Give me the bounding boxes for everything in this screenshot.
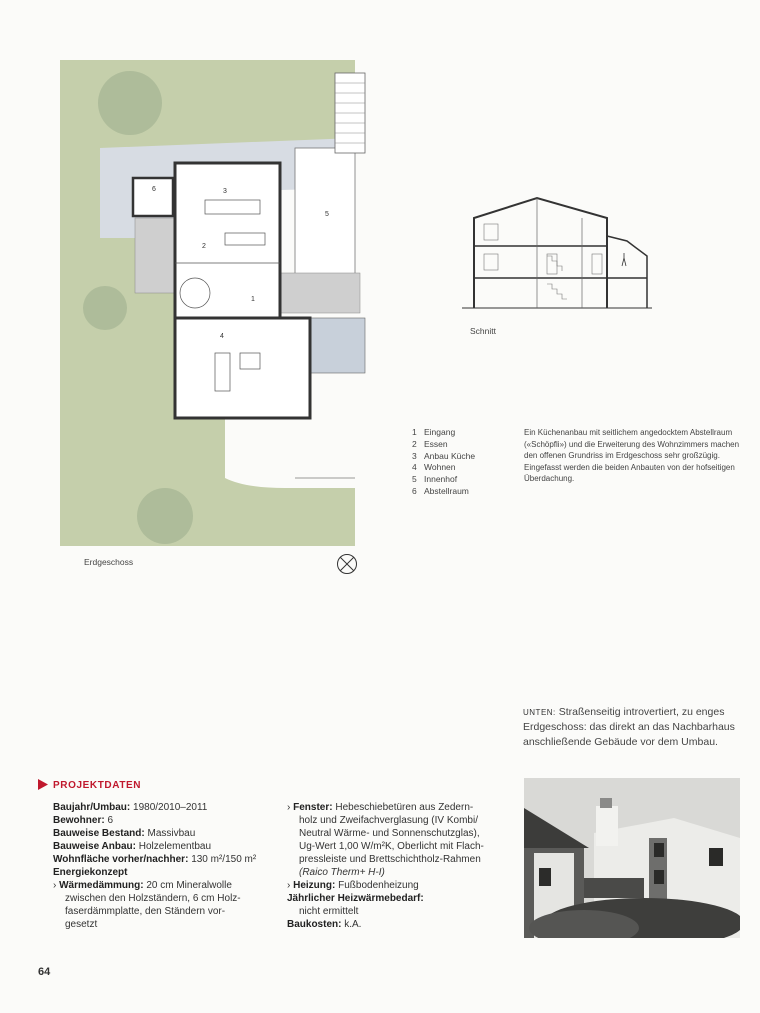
fenster-line: holz und Zweifachverglasung (IV Kombi/ xyxy=(299,815,478,826)
lawn-curve xyxy=(225,418,355,546)
deck-right xyxy=(280,273,360,313)
north-arrow-icon xyxy=(336,553,358,575)
legend-item: 1 Eingang xyxy=(412,427,456,437)
plan-caption: Ein Küchenanbau mit seitlichem angedocktem Abstellraum («Schöpfli») und die Erweiterung des Wohnzimmers machen den offenen Grundriss im Erdgeschoss sehr großzügig. Eingefasst werden die beiden Anbauten von der hofseitigen Überdachung. xyxy=(524,428,740,484)
legend-item: 2 Essen xyxy=(412,438,448,449)
waerme-row: › Wärmedämmung: 20 cm Mineralwolle xyxy=(53,880,232,891)
deck-left xyxy=(135,218,175,293)
room-number: 4 xyxy=(220,333,224,340)
room-number: 2 xyxy=(202,243,206,250)
baujahr-row: Baujahr/Umbau: 1980/2010–2011 xyxy=(53,802,208,813)
projektdaten-left-column xyxy=(53,801,283,931)
house-photo xyxy=(524,778,740,938)
fenster-line: Ug-Wert 1,00 W/m²K, Oberlicht mit Flach- xyxy=(299,841,484,852)
room-number: 3 xyxy=(223,188,227,195)
legend-item: 3 Anbau Küche xyxy=(412,450,476,461)
house-living xyxy=(175,318,310,418)
bewohner-row: Bewohner: 6 xyxy=(53,815,114,826)
fenster-line: Neutral Wärme- und Sonnenschutzglas), xyxy=(299,828,480,839)
room-number: 5 xyxy=(325,211,329,218)
page-number: 64 xyxy=(38,966,51,978)
triangle-marker-icon xyxy=(38,779,48,790)
deck-porch xyxy=(310,318,365,373)
floor-plan xyxy=(55,48,375,546)
tree xyxy=(83,286,127,330)
photo-caption xyxy=(523,705,745,750)
heizung-row: › Heizung: Fußbodenheizung xyxy=(287,880,419,891)
photo-caption-text: Straßenseitig introvertiert, zu enges Erdgeschoss: das direkt an das Nachbarhaus anschließende Gebäude vor dem Umbau. xyxy=(523,706,735,748)
room-number: 6 xyxy=(152,186,156,193)
heizwaerme-row: Jährlicher Heizwärmebedarf: xyxy=(287,893,424,904)
section-title: Schnitt xyxy=(470,326,496,336)
section-drawing xyxy=(462,196,662,318)
projektdaten-heading: PROJEKTDATEN xyxy=(53,780,142,791)
legend-item: 4 Wohnen xyxy=(412,462,456,473)
bestand-row: Bauweise Bestand: Massivbau xyxy=(53,828,196,839)
photo-caption-label: UNTEN: xyxy=(523,708,556,717)
heizwaerme-value: nicht ermittelt xyxy=(299,906,359,917)
energie-row: Energiekonzept xyxy=(53,867,128,878)
storage-room xyxy=(133,178,173,216)
fenster-line: (Raico Therm+ H-I) xyxy=(299,867,385,878)
waerme-line: zwischen den Holzständern, 6 cm Holz- xyxy=(65,893,241,904)
legend-item: 5 Innenhof xyxy=(412,474,458,485)
tree xyxy=(98,71,162,135)
tree xyxy=(137,488,193,544)
fenster-row: › Fenster: Hebeschiebetüren aus Zedern- xyxy=(287,802,474,813)
baukosten-row: Baukosten: k.A. xyxy=(287,919,362,930)
legend-item: 6 Abstellraum xyxy=(412,485,469,496)
projektdaten-right-column xyxy=(287,801,519,931)
waerme-line: gesetzt xyxy=(65,919,98,930)
anbau-row: Bauweise Anbau: Holzelementbau xyxy=(53,841,212,852)
room-number: 1 xyxy=(251,296,255,303)
legend xyxy=(412,427,475,498)
waerme-line: faserdämmplatte, den Ständern vor- xyxy=(65,906,226,917)
wohnflaeche-row: Wohnfläche vorher/nachher: 130 m²/150 m² xyxy=(53,854,257,865)
plan-title: Erdgeschoss xyxy=(84,557,134,567)
fenster-line: pressleiste und Brettschichtholz-Rahmen xyxy=(299,854,481,865)
